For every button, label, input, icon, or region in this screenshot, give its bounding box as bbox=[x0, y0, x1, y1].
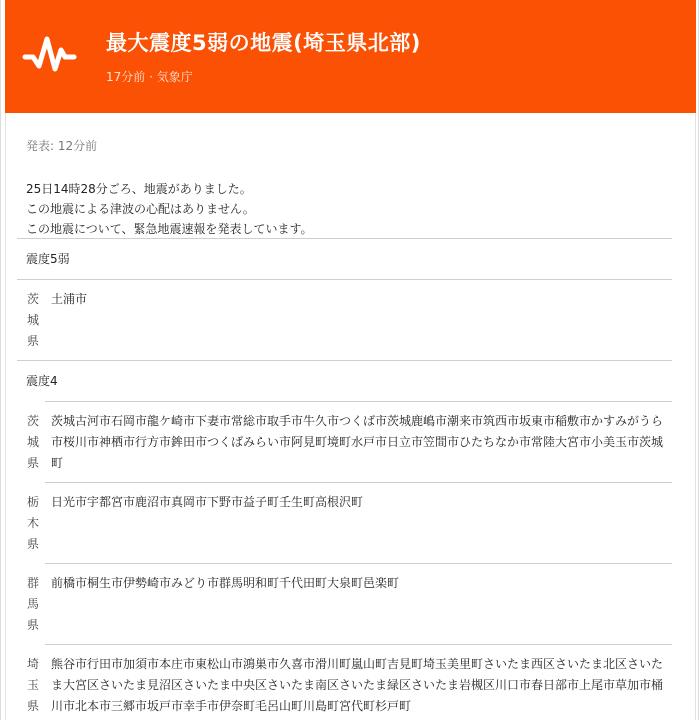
header-subtitle: 17分前 · 気象庁 bbox=[106, 70, 193, 84]
page-title: 最大震度5弱の地震(埼玉県北部) bbox=[106, 31, 421, 55]
description-line: 25日14時28分ごろ、地震がありました。 bbox=[26, 182, 252, 196]
divider bbox=[45, 644, 672, 645]
divider bbox=[17, 238, 672, 239]
divider bbox=[45, 563, 672, 564]
city-list: 土浦市 bbox=[51, 292, 88, 306]
divider bbox=[45, 482, 672, 483]
prefecture-name: 群馬県 bbox=[26, 576, 39, 632]
city-list: 熊谷市行田市加須市本庄市東松山市鴻巣市久喜市滑川町嵐山町吉見町埼玉美里町さいたま西区さいたま北区さいたま大宮区さいたま見沼区さいたま中央区さいたま南区さいたま緑区さいたま岩槻区川口市春日部市上尾市草加市桶川市北本市三郷市坂戸市幸手市伊奈町毛呂山町川島町宮代町杉戸町 bbox=[51, 657, 664, 713]
card-header bbox=[5, 0, 696, 113]
description-line: この地震による津波の心配はありません。 bbox=[26, 202, 255, 216]
divider bbox=[17, 360, 672, 361]
divider bbox=[45, 401, 672, 402]
prefecture-name: 茨城県 bbox=[26, 292, 39, 348]
prefecture-name: 埼玉県 bbox=[26, 657, 39, 713]
intensity-label: 震度5弱 bbox=[26, 252, 70, 266]
intensity-label: 震度4 bbox=[26, 374, 58, 388]
description-line: この地震について、緊急地震速報を発表しています。 bbox=[26, 222, 313, 236]
description bbox=[26, 179, 313, 239]
city-list: 前橋市桐生市伊勢崎市みどり市群馬明和町千代田町大泉町邑楽町 bbox=[51, 576, 400, 590]
published-time: 発表: 12分前 bbox=[26, 139, 98, 153]
pulse-icon bbox=[19, 33, 79, 73]
prefecture-name: 栃木県 bbox=[26, 495, 39, 551]
divider bbox=[17, 279, 672, 280]
prefecture-name: 茨城県 bbox=[26, 414, 39, 470]
city-list: 日光市宇都宮市鹿沼市真岡市下野市益子町壬生町高根沢町 bbox=[51, 495, 364, 509]
city-list: 茨城古河市石岡市龍ケ崎市下妻市常総市取手市牛久市つくば市茨城鹿嶋市潮来市筑西市坂東市稲敷市かすみがうら市桜川市神栖市行方市鉾田市つくばみらい市阿見町境町水戸市日立市笠間市ひたちなか市常陸大宮市小美玉市茨城町 bbox=[51, 414, 664, 470]
